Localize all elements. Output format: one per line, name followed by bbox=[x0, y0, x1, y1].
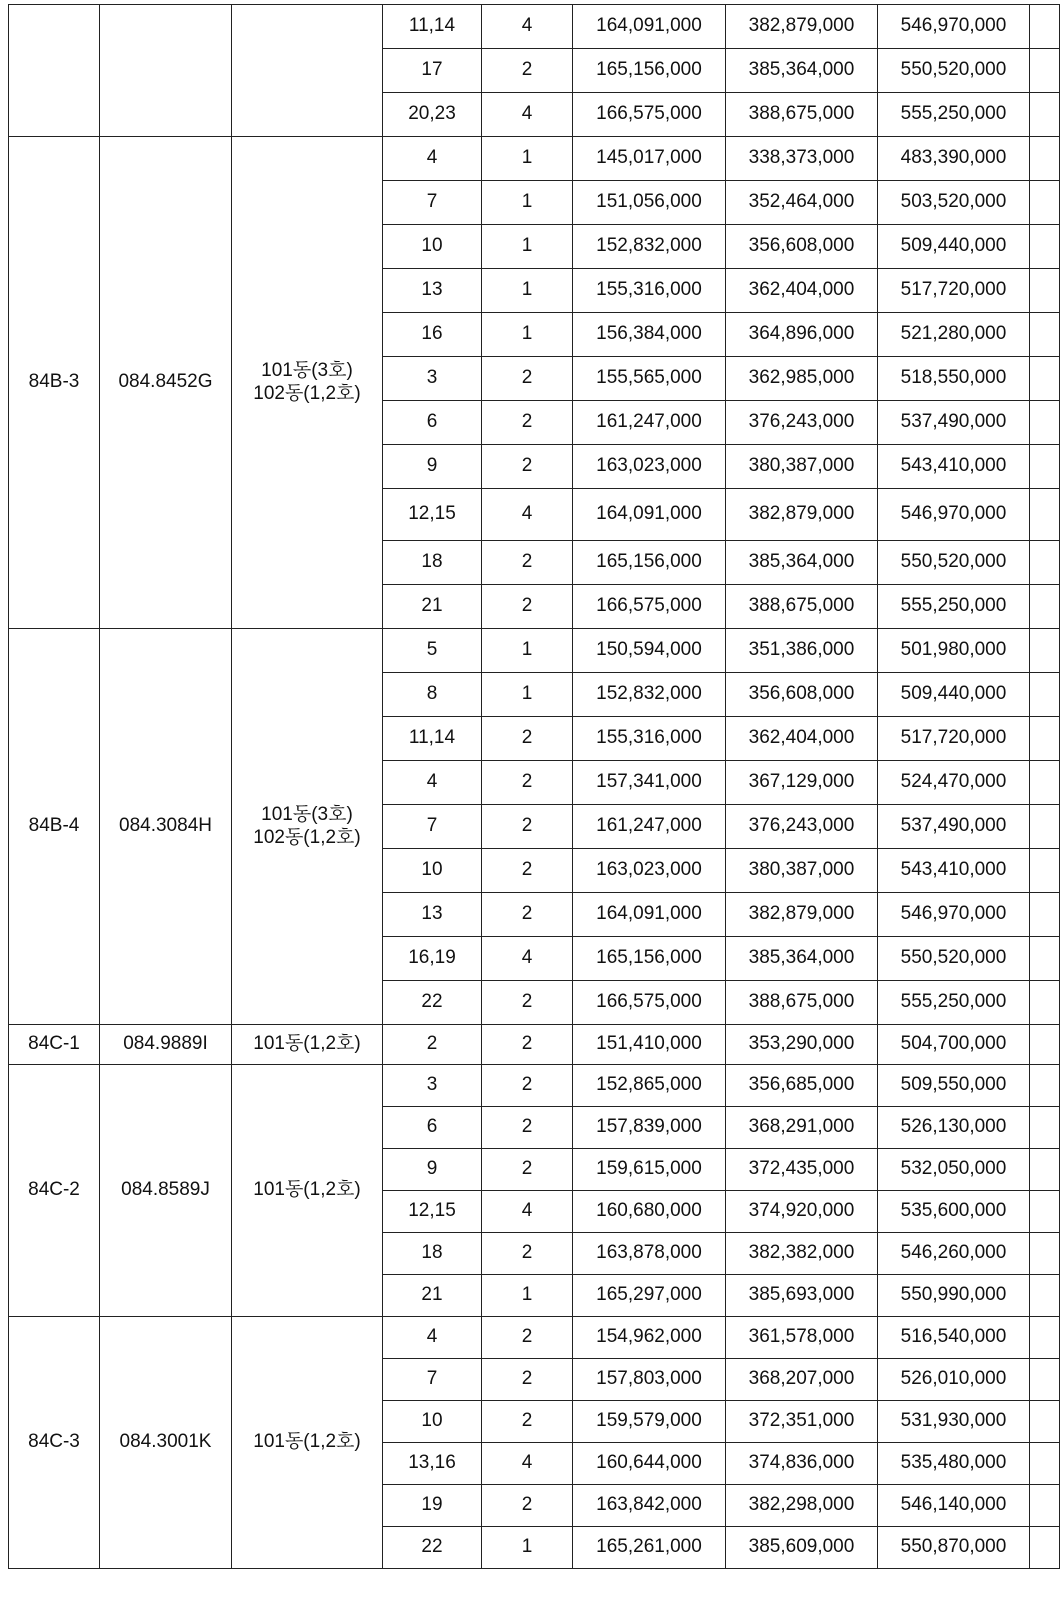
deposit-cell: 151,056,000 bbox=[573, 181, 726, 225]
floor-cell: 4 bbox=[383, 761, 482, 805]
total-cell: 517,720,000 bbox=[878, 269, 1030, 313]
floor-cell: 10 bbox=[383, 1401, 482, 1443]
units-cell: 1 bbox=[482, 673, 573, 717]
floor-cell: 2 bbox=[383, 1025, 482, 1065]
balance-cell: 362,404,000 bbox=[726, 717, 878, 761]
units-cell: 1 bbox=[482, 137, 573, 181]
clipped-cell bbox=[1030, 1025, 1060, 1065]
units-cell: 2 bbox=[482, 1107, 573, 1149]
total-cell: 504,700,000 bbox=[878, 1025, 1030, 1065]
balance-cell: 356,685,000 bbox=[726, 1065, 878, 1107]
clipped-cell bbox=[1030, 849, 1060, 893]
units-cell: 1 bbox=[482, 269, 573, 313]
balance-cell: 351,386,000 bbox=[726, 629, 878, 673]
total-cell: 524,470,000 bbox=[878, 761, 1030, 805]
total-cell: 543,410,000 bbox=[878, 445, 1030, 489]
deposit-cell: 163,023,000 bbox=[573, 849, 726, 893]
clipped-cell bbox=[1030, 269, 1060, 313]
units-cell: 2 bbox=[482, 1359, 573, 1401]
total-cell: 550,520,000 bbox=[878, 541, 1030, 585]
deposit-cell: 152,865,000 bbox=[573, 1065, 726, 1107]
floor-cell: 4 bbox=[383, 1317, 482, 1359]
total-cell: 546,970,000 bbox=[878, 893, 1030, 937]
table-row bbox=[9, 1065, 1060, 1107]
area-cell: 084.3001K bbox=[100, 1317, 232, 1569]
units-cell: 2 bbox=[482, 1485, 573, 1527]
deposit-cell: 163,023,000 bbox=[573, 445, 726, 489]
units-cell: 1 bbox=[482, 1275, 573, 1317]
balance-cell: 364,896,000 bbox=[726, 313, 878, 357]
balance-cell: 382,879,000 bbox=[726, 893, 878, 937]
total-cell: 516,540,000 bbox=[878, 1317, 1030, 1359]
floor-cell: 13,16 bbox=[383, 1443, 482, 1485]
total-cell: 535,600,000 bbox=[878, 1191, 1030, 1233]
total-cell: 501,980,000 bbox=[878, 629, 1030, 673]
balance-cell: 338,373,000 bbox=[726, 137, 878, 181]
clipped-cell bbox=[1030, 445, 1060, 489]
floor-cell: 21 bbox=[383, 585, 482, 629]
floor-cell: 16 bbox=[383, 313, 482, 357]
clipped-cell bbox=[1030, 1191, 1060, 1233]
units-cell: 4 bbox=[482, 5, 573, 49]
balance-cell: 382,298,000 bbox=[726, 1485, 878, 1527]
clipped-cell bbox=[1030, 541, 1060, 585]
balance-cell: 368,291,000 bbox=[726, 1107, 878, 1149]
total-cell: 537,490,000 bbox=[878, 805, 1030, 849]
floor-cell: 9 bbox=[383, 445, 482, 489]
deposit-cell: 159,579,000 bbox=[573, 1401, 726, 1443]
total-cell: 535,480,000 bbox=[878, 1443, 1030, 1485]
units-cell: 2 bbox=[482, 761, 573, 805]
total-cell: 483,390,000 bbox=[878, 137, 1030, 181]
clipped-cell bbox=[1030, 313, 1060, 357]
clipped-cell bbox=[1030, 805, 1060, 849]
building-cell: 101동(1,2호) bbox=[232, 1317, 383, 1569]
total-cell: 555,250,000 bbox=[878, 93, 1030, 137]
balance-cell: 376,243,000 bbox=[726, 805, 878, 849]
total-cell: 531,930,000 bbox=[878, 1401, 1030, 1443]
total-cell: 526,130,000 bbox=[878, 1107, 1030, 1149]
balance-cell: 374,836,000 bbox=[726, 1443, 878, 1485]
deposit-cell: 165,261,000 bbox=[573, 1527, 726, 1569]
clipped-cell bbox=[1030, 1065, 1060, 1107]
balance-cell: 380,387,000 bbox=[726, 849, 878, 893]
balance-cell: 382,382,000 bbox=[726, 1233, 878, 1275]
building-cell bbox=[232, 5, 383, 137]
units-cell: 4 bbox=[482, 489, 573, 541]
balance-cell: 372,351,000 bbox=[726, 1401, 878, 1443]
units-cell: 1 bbox=[482, 313, 573, 357]
balance-cell: 388,675,000 bbox=[726, 585, 878, 629]
units-cell: 2 bbox=[482, 717, 573, 761]
units-cell: 2 bbox=[482, 805, 573, 849]
units-cell: 2 bbox=[482, 1233, 573, 1275]
floor-cell: 7 bbox=[383, 181, 482, 225]
total-cell: 532,050,000 bbox=[878, 1149, 1030, 1191]
clipped-cell bbox=[1030, 5, 1060, 49]
floor-cell: 7 bbox=[383, 805, 482, 849]
floor-cell: 13 bbox=[383, 269, 482, 313]
total-cell: 546,260,000 bbox=[878, 1233, 1030, 1275]
floor-cell: 7 bbox=[383, 1359, 482, 1401]
units-cell: 1 bbox=[482, 1527, 573, 1569]
total-cell: 546,970,000 bbox=[878, 5, 1030, 49]
floor-cell: 3 bbox=[383, 357, 482, 401]
deposit-cell: 156,384,000 bbox=[573, 313, 726, 357]
total-cell: 550,870,000 bbox=[878, 1527, 1030, 1569]
total-cell: 509,550,000 bbox=[878, 1065, 1030, 1107]
balance-cell: 388,675,000 bbox=[726, 981, 878, 1025]
clipped-cell bbox=[1030, 1401, 1060, 1443]
units-cell: 4 bbox=[482, 1191, 573, 1233]
floor-cell: 13 bbox=[383, 893, 482, 937]
deposit-cell: 145,017,000 bbox=[573, 137, 726, 181]
deposit-cell: 157,839,000 bbox=[573, 1107, 726, 1149]
balance-cell: 367,129,000 bbox=[726, 761, 878, 805]
table-row bbox=[9, 629, 1060, 673]
deposit-cell: 163,842,000 bbox=[573, 1485, 726, 1527]
units-cell: 2 bbox=[482, 445, 573, 489]
deposit-cell: 166,575,000 bbox=[573, 93, 726, 137]
total-cell: 503,520,000 bbox=[878, 181, 1030, 225]
units-cell: 2 bbox=[482, 1149, 573, 1191]
clipped-cell bbox=[1030, 137, 1060, 181]
type-cell: 84B-3 bbox=[9, 137, 100, 629]
units-cell: 2 bbox=[482, 541, 573, 585]
clipped-cell bbox=[1030, 225, 1060, 269]
building-cell: 101동(3호) 102동(1,2호) bbox=[232, 629, 383, 1025]
balance-cell: 385,364,000 bbox=[726, 49, 878, 93]
balance-cell: 356,608,000 bbox=[726, 225, 878, 269]
clipped-cell bbox=[1030, 893, 1060, 937]
clipped-cell bbox=[1030, 717, 1060, 761]
deposit-cell: 164,091,000 bbox=[573, 5, 726, 49]
clipped-cell bbox=[1030, 93, 1060, 137]
balance-cell: 368,207,000 bbox=[726, 1359, 878, 1401]
clipped-cell bbox=[1030, 1317, 1060, 1359]
total-cell: 537,490,000 bbox=[878, 401, 1030, 445]
deposit-cell: 165,156,000 bbox=[573, 937, 726, 981]
floor-cell: 9 bbox=[383, 1149, 482, 1191]
total-cell: 555,250,000 bbox=[878, 585, 1030, 629]
units-cell: 2 bbox=[482, 1401, 573, 1443]
table-row bbox=[9, 137, 1060, 181]
table-body bbox=[9, 5, 1060, 1569]
floor-cell: 18 bbox=[383, 1233, 482, 1275]
units-cell: 2 bbox=[482, 893, 573, 937]
type-cell bbox=[9, 5, 100, 137]
deposit-cell: 154,962,000 bbox=[573, 1317, 726, 1359]
floor-cell: 17 bbox=[383, 49, 482, 93]
floor-cell: 21 bbox=[383, 1275, 482, 1317]
building-cell: 101동(1,2호) bbox=[232, 1065, 383, 1317]
clipped-cell bbox=[1030, 49, 1060, 93]
deposit-cell: 157,341,000 bbox=[573, 761, 726, 805]
units-cell: 2 bbox=[482, 1025, 573, 1065]
area-cell bbox=[100, 5, 232, 137]
deposit-cell: 163,878,000 bbox=[573, 1233, 726, 1275]
deposit-cell: 152,832,000 bbox=[573, 673, 726, 717]
total-cell: 550,520,000 bbox=[878, 49, 1030, 93]
floor-cell: 16,19 bbox=[383, 937, 482, 981]
clipped-cell bbox=[1030, 673, 1060, 717]
table-row bbox=[9, 1317, 1060, 1359]
deposit-cell: 155,316,000 bbox=[573, 269, 726, 313]
units-cell: 2 bbox=[482, 981, 573, 1025]
floor-cell: 22 bbox=[383, 1527, 482, 1569]
total-cell: 543,410,000 bbox=[878, 849, 1030, 893]
deposit-cell: 157,803,000 bbox=[573, 1359, 726, 1401]
deposit-cell: 160,644,000 bbox=[573, 1443, 726, 1485]
balance-cell: 352,464,000 bbox=[726, 181, 878, 225]
clipped-cell bbox=[1030, 629, 1060, 673]
clipped-cell bbox=[1030, 1527, 1060, 1569]
clipped-cell bbox=[1030, 1443, 1060, 1485]
floor-cell: 5 bbox=[383, 629, 482, 673]
units-cell: 1 bbox=[482, 629, 573, 673]
floor-cell: 11,14 bbox=[383, 5, 482, 49]
type-cell: 84C-1 bbox=[9, 1025, 100, 1065]
deposit-cell: 152,832,000 bbox=[573, 225, 726, 269]
floor-cell: 12,15 bbox=[383, 1191, 482, 1233]
balance-cell: 385,693,000 bbox=[726, 1275, 878, 1317]
total-cell: 521,280,000 bbox=[878, 313, 1030, 357]
balance-cell: 356,608,000 bbox=[726, 673, 878, 717]
balance-cell: 388,675,000 bbox=[726, 93, 878, 137]
deposit-cell: 165,297,000 bbox=[573, 1275, 726, 1317]
table-row bbox=[9, 1025, 1060, 1065]
deposit-cell: 155,565,000 bbox=[573, 357, 726, 401]
units-cell: 2 bbox=[482, 585, 573, 629]
area-cell: 084.9889I bbox=[100, 1025, 232, 1065]
units-cell: 1 bbox=[482, 225, 573, 269]
clipped-cell bbox=[1030, 761, 1060, 805]
balance-cell: 382,879,000 bbox=[726, 489, 878, 541]
balance-cell: 382,879,000 bbox=[726, 5, 878, 49]
total-cell: 546,140,000 bbox=[878, 1485, 1030, 1527]
units-cell: 1 bbox=[482, 181, 573, 225]
clipped-cell bbox=[1030, 181, 1060, 225]
clipped-cell bbox=[1030, 1107, 1060, 1149]
floor-cell: 8 bbox=[383, 673, 482, 717]
balance-cell: 374,920,000 bbox=[726, 1191, 878, 1233]
deposit-cell: 164,091,000 bbox=[573, 489, 726, 541]
total-cell: 550,520,000 bbox=[878, 937, 1030, 981]
clipped-cell bbox=[1030, 937, 1060, 981]
total-cell: 509,440,000 bbox=[878, 225, 1030, 269]
area-cell: 084.3084H bbox=[100, 629, 232, 1025]
balance-cell: 385,609,000 bbox=[726, 1527, 878, 1569]
total-cell: 550,990,000 bbox=[878, 1275, 1030, 1317]
balance-cell: 372,435,000 bbox=[726, 1149, 878, 1191]
clipped-cell bbox=[1030, 1275, 1060, 1317]
building-cell: 101동(1,2호) bbox=[232, 1025, 383, 1065]
type-cell: 84B-4 bbox=[9, 629, 100, 1025]
units-cell: 4 bbox=[482, 1443, 573, 1485]
balance-cell: 353,290,000 bbox=[726, 1025, 878, 1065]
units-cell: 2 bbox=[482, 401, 573, 445]
floor-cell: 6 bbox=[383, 401, 482, 445]
clipped-cell bbox=[1030, 1233, 1060, 1275]
floor-cell: 20,23 bbox=[383, 93, 482, 137]
deposit-cell: 166,575,000 bbox=[573, 981, 726, 1025]
floor-cell: 3 bbox=[383, 1065, 482, 1107]
clipped-cell bbox=[1030, 489, 1060, 541]
units-cell: 2 bbox=[482, 1317, 573, 1359]
units-cell: 4 bbox=[482, 93, 573, 137]
floor-cell: 10 bbox=[383, 849, 482, 893]
floor-cell: 6 bbox=[383, 1107, 482, 1149]
price-table bbox=[8, 4, 1060, 1569]
balance-cell: 385,364,000 bbox=[726, 541, 878, 585]
deposit-cell: 151,410,000 bbox=[573, 1025, 726, 1065]
clipped-cell bbox=[1030, 357, 1060, 401]
units-cell: 2 bbox=[482, 849, 573, 893]
deposit-cell: 166,575,000 bbox=[573, 585, 726, 629]
total-cell: 555,250,000 bbox=[878, 981, 1030, 1025]
balance-cell: 361,578,000 bbox=[726, 1317, 878, 1359]
area-cell: 084.8452G bbox=[100, 137, 232, 629]
deposit-cell: 150,594,000 bbox=[573, 629, 726, 673]
units-cell: 4 bbox=[482, 937, 573, 981]
deposit-cell: 165,156,000 bbox=[573, 49, 726, 93]
clipped-cell bbox=[1030, 981, 1060, 1025]
deposit-cell: 161,247,000 bbox=[573, 805, 726, 849]
clipped-cell bbox=[1030, 1359, 1060, 1401]
total-cell: 518,550,000 bbox=[878, 357, 1030, 401]
balance-cell: 380,387,000 bbox=[726, 445, 878, 489]
building-cell: 101동(3호) 102동(1,2호) bbox=[232, 137, 383, 629]
deposit-cell: 164,091,000 bbox=[573, 893, 726, 937]
total-cell: 546,970,000 bbox=[878, 489, 1030, 541]
units-cell: 2 bbox=[482, 1065, 573, 1107]
deposit-cell: 155,316,000 bbox=[573, 717, 726, 761]
type-cell: 84C-2 bbox=[9, 1065, 100, 1317]
floor-cell: 10 bbox=[383, 225, 482, 269]
floor-cell: 19 bbox=[383, 1485, 482, 1527]
deposit-cell: 161,247,000 bbox=[573, 401, 726, 445]
balance-cell: 362,985,000 bbox=[726, 357, 878, 401]
total-cell: 517,720,000 bbox=[878, 717, 1030, 761]
balance-cell: 385,364,000 bbox=[726, 937, 878, 981]
total-cell: 526,010,000 bbox=[878, 1359, 1030, 1401]
table-row bbox=[9, 5, 1060, 49]
floor-cell: 11,14 bbox=[383, 717, 482, 761]
deposit-cell: 165,156,000 bbox=[573, 541, 726, 585]
floor-cell: 4 bbox=[383, 137, 482, 181]
clipped-cell bbox=[1030, 1149, 1060, 1191]
clipped-cell bbox=[1030, 585, 1060, 629]
balance-cell: 362,404,000 bbox=[726, 269, 878, 313]
balance-cell: 376,243,000 bbox=[726, 401, 878, 445]
units-cell: 2 bbox=[482, 357, 573, 401]
clipped-cell bbox=[1030, 401, 1060, 445]
area-cell: 084.8589J bbox=[100, 1065, 232, 1317]
deposit-cell: 159,615,000 bbox=[573, 1149, 726, 1191]
clipped-cell bbox=[1030, 1485, 1060, 1527]
floor-cell: 12,15 bbox=[383, 489, 482, 541]
total-cell: 509,440,000 bbox=[878, 673, 1030, 717]
floor-cell: 22 bbox=[383, 981, 482, 1025]
type-cell: 84C-3 bbox=[9, 1317, 100, 1569]
floor-cell: 18 bbox=[383, 541, 482, 585]
units-cell: 2 bbox=[482, 49, 573, 93]
deposit-cell: 160,680,000 bbox=[573, 1191, 726, 1233]
